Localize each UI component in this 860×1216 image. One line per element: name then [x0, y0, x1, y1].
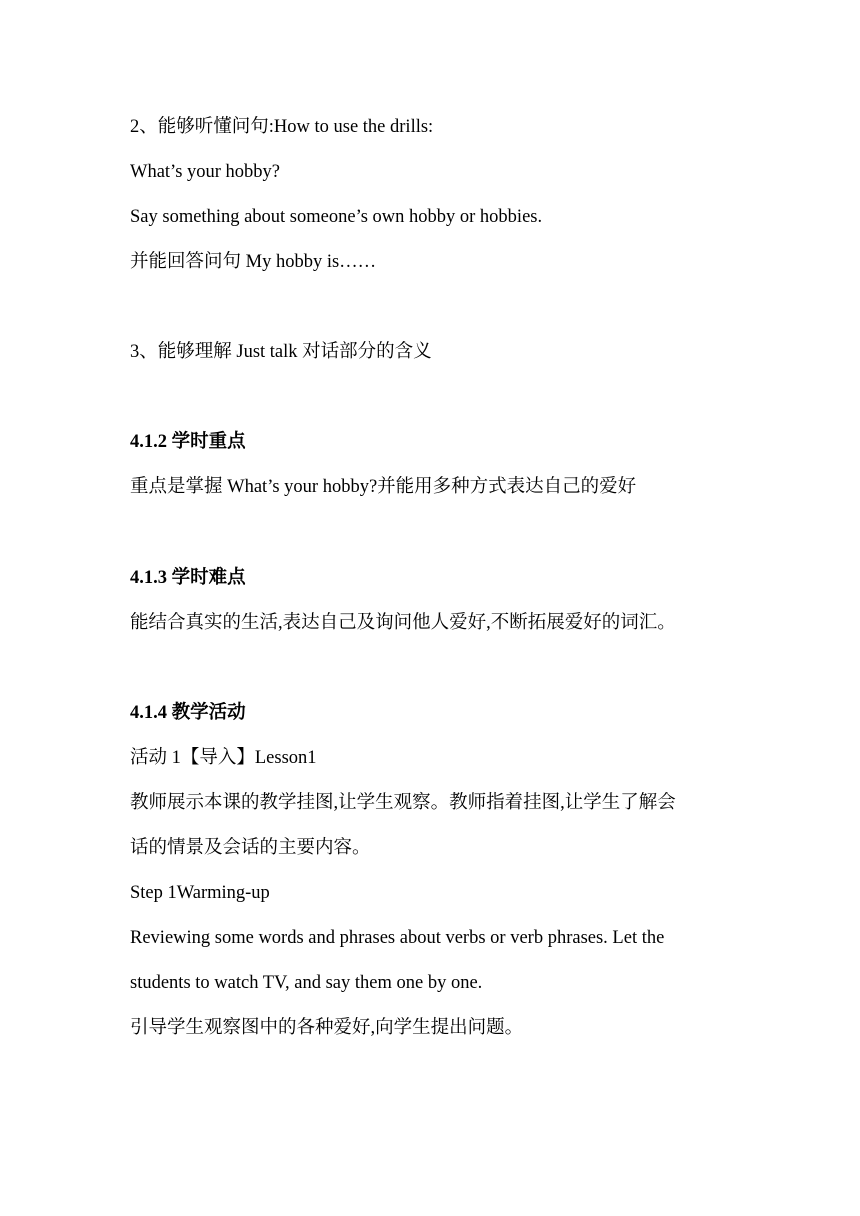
activity-title: 活动 1【导入】Lesson1: [130, 748, 317, 768]
objective-3-text: 3、能够理解 Just talk 对话部分的含义: [130, 342, 432, 362]
section-412-body: 重点是掌握 What’s your hobby?并能用多种方式表达自己的爱好: [130, 477, 637, 497]
step-desc-line-2: students to watch TV, and say them one by one.: [130, 973, 483, 993]
guide-text: 引导学生观察图中的各种爱好,向学生提出问题。: [130, 1018, 524, 1038]
objective-2-text: 2、能够听懂问句:How to use the drills:: [130, 117, 434, 137]
section-413-heading: 4.1.3 学时难点: [130, 568, 246, 588]
drill-question-text: What’s your hobby?: [130, 162, 281, 182]
step-desc-line-1: Reviewing some words and phrases about verbs or verb phrases. Let the: [130, 928, 665, 948]
step-title: Step 1Warming-up: [130, 883, 270, 903]
section-414-heading: 4.1.4 教学活动: [130, 703, 246, 723]
activity-desc-line-2: 话的情景及会话的主要内容。: [130, 838, 371, 858]
section-412-heading: 4.1.2 学时重点: [130, 432, 246, 452]
section-413-body: 能结合真实的生活,表达自己及询问他人爱好,不断拓展爱好的词汇。: [130, 613, 676, 633]
drill-instruction-text: Say something about someone’s own hobby or hobbies.: [130, 207, 543, 227]
activity-desc-line-1: 教师展示本课的教学挂图,让学生观察。教师指着挂图,让学生了解会: [130, 793, 676, 813]
drill-answer-text: 并能回答问句 My hobby is……: [130, 252, 377, 272]
